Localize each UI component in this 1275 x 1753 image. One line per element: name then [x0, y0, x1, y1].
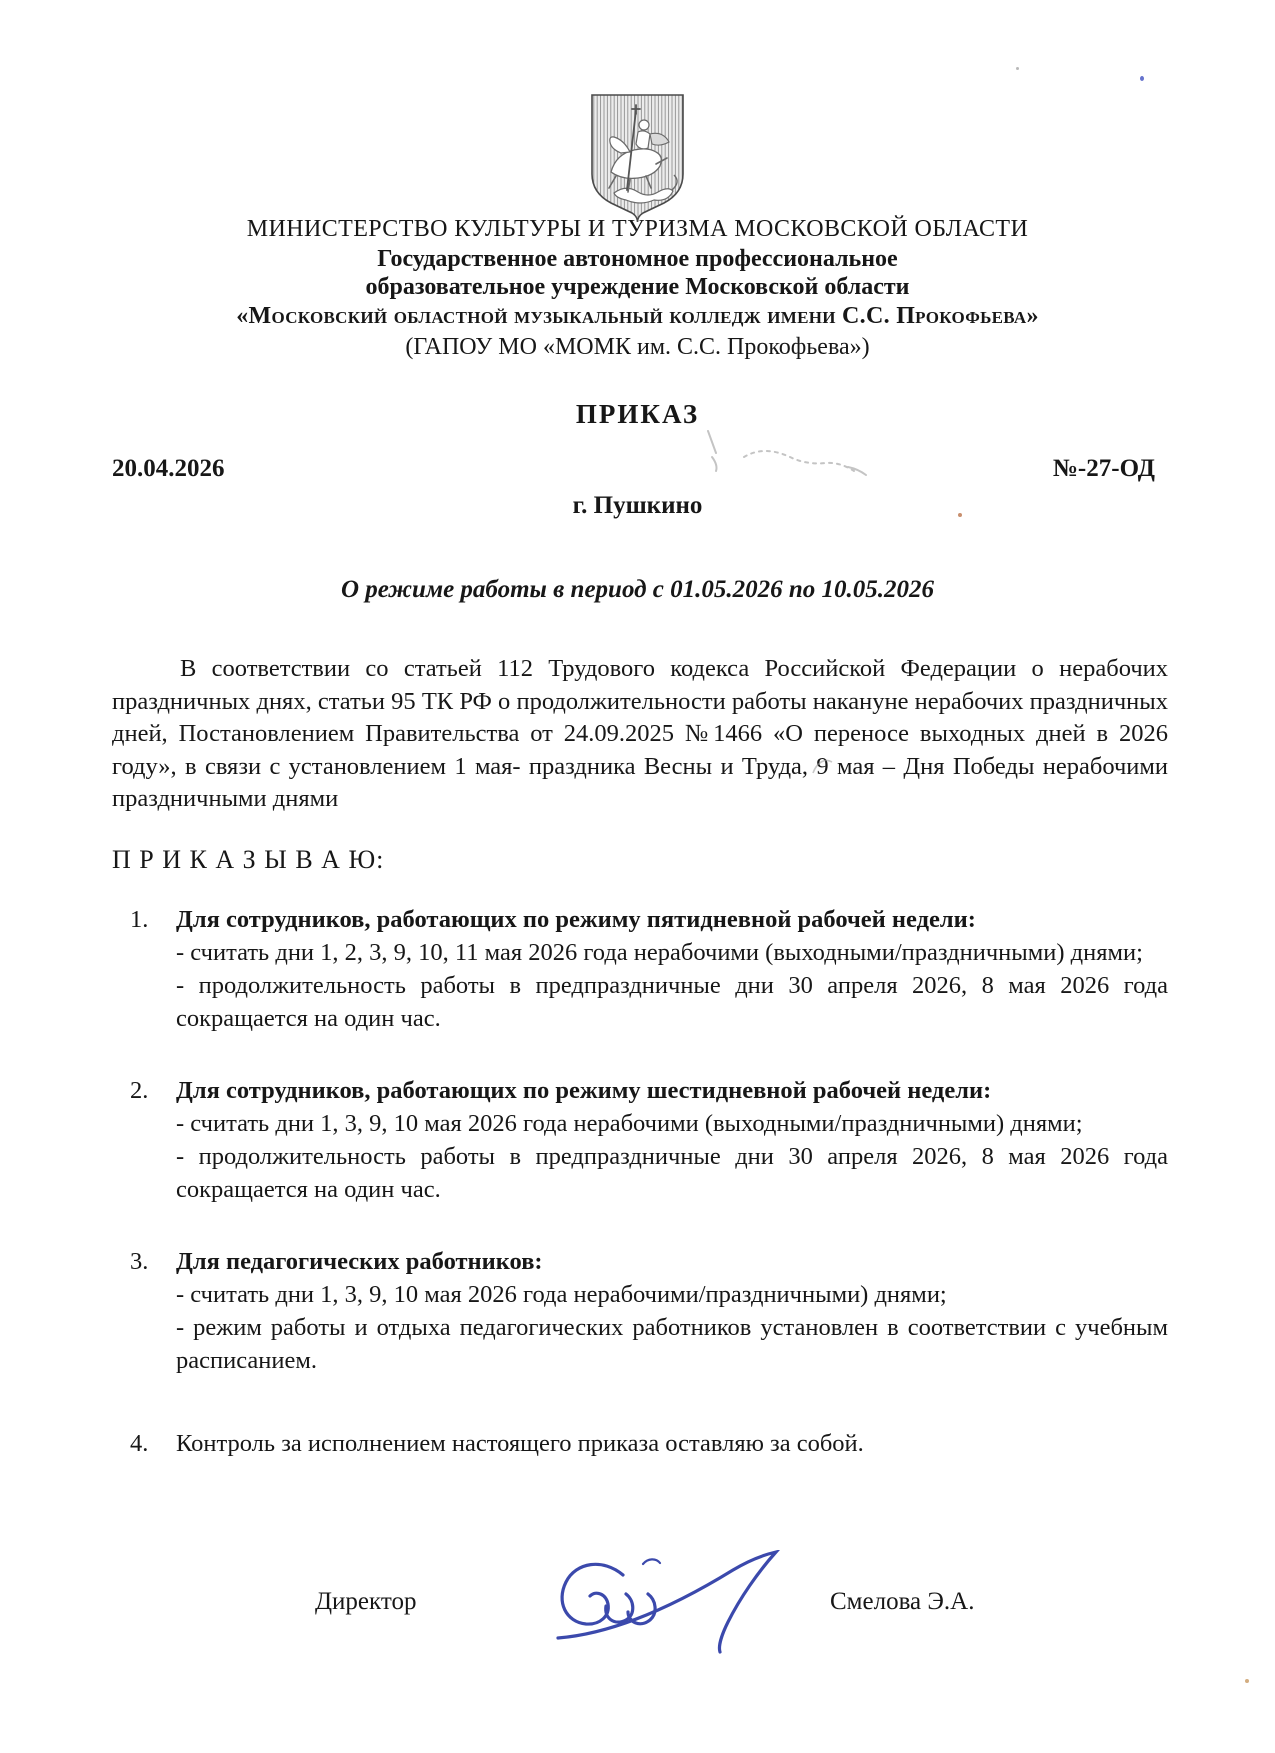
item-line: - считать дни 1, 2, 3, 9, 10, 11 мая 2026 года нерабочими (выходными/праздничными) днями;: [176, 939, 1143, 966]
item-line: - продолжительность работы в предпраздничные дни 30 апреля 2026, 8 мая 2026 года сокращается на один час.: [176, 972, 1168, 1032]
item-number: 1.: [130, 906, 149, 933]
order-item-2: [130, 1074, 1168, 1206]
order-preamble: В соответствии со статьей 112 Трудового кодекса Российской Федерации о нерабочих праздничных днях, статьи 95 ТК РФ о продолжительности работы накануне нерабочих праздничных дней, Постановлением Правительства от 24.09.2025 №1466 «О переносе выходных дней в 2026 году», в связи с установлением 1 мая- праздника Весны и Труда, 9 мая – Дня Победы нерабочими праздничными днями: [112, 655, 1168, 812]
item-line: Контроль за исполнением настоящего приказа оставляю за собой.: [176, 1430, 864, 1457]
item-number: 3.: [130, 1248, 149, 1275]
college-full-name: «Московский областной музыкальный колледж имени С.С. Прокофьева»: [236, 303, 1039, 329]
order-item-4: [130, 1427, 1168, 1460]
item-line: - продолжительность работы в предпраздничные дни 30 апреля 2026, 8 мая 2026 года сокращается на один час.: [176, 1143, 1168, 1203]
item-heading: Для сотрудников, работающих по режиму пятидневной рабочей недели:: [176, 906, 976, 933]
director-handwritten-signature-icon: [548, 1550, 788, 1655]
scan-speck: [1245, 1679, 1249, 1683]
order-subject: О режиме работы в период с 01.05.2026 по 10.05.2026: [340, 576, 935, 603]
item-line: - считать дни 1, 3, 9, 10 мая 2026 года нерабочими (выходными/праздничными) днями;: [176, 1110, 1083, 1137]
ministry-name: МИНИСТЕРСТВО КУЛЬТУРЫ И ТУРИЗМА МОСКОВСКОЙ ОБЛАСТИ: [246, 216, 1029, 242]
org-type-line2: образовательное учреждение Московской области: [365, 274, 910, 300]
signatory-role: Директор: [315, 1588, 417, 1615]
order-number: №-27-ОД: [1052, 455, 1155, 482]
item-heading: Для сотрудников, работающих по режиму шестидневной рабочей недели:: [176, 1077, 992, 1104]
signatory-name: Смелова Э.А.: [830, 1588, 975, 1615]
letterhead: [70, 214, 1205, 363]
scan-speck: [1016, 67, 1019, 70]
college-short-name: (ГАПОУ МО «МОМК им. С.С. Прокофьева»): [405, 334, 870, 360]
moscow-oblast-coat-of-arms-icon: [586, 92, 689, 224]
item-number: 4.: [130, 1430, 149, 1457]
org-type-line1: Государственное автономное профессиональное: [377, 246, 898, 272]
date-number-row: [112, 455, 1155, 483]
order-city: г. Пушкино: [572, 492, 703, 519]
order-item-1: [130, 903, 1168, 1035]
item-line: - режим работы и отдыха педагогических работников установлен в соответствии с учебным расписанием.: [176, 1314, 1168, 1374]
order-items: [130, 903, 1168, 1499]
item-line: - считать дни 1, 3, 9, 10 мая 2026 года нерабочими/праздничными) днями;: [176, 1281, 947, 1308]
resolve-word: П Р И К А З Ы В А Ю:: [112, 845, 385, 874]
document-type-title: ПРИКАЗ: [575, 399, 700, 429]
order-item-3: [130, 1245, 1168, 1377]
order-date: 20.04.2026: [112, 455, 225, 482]
item-number: 2.: [130, 1077, 149, 1104]
scan-speck: [1140, 76, 1144, 81]
item-heading: Для педагогических работников:: [176, 1248, 543, 1275]
